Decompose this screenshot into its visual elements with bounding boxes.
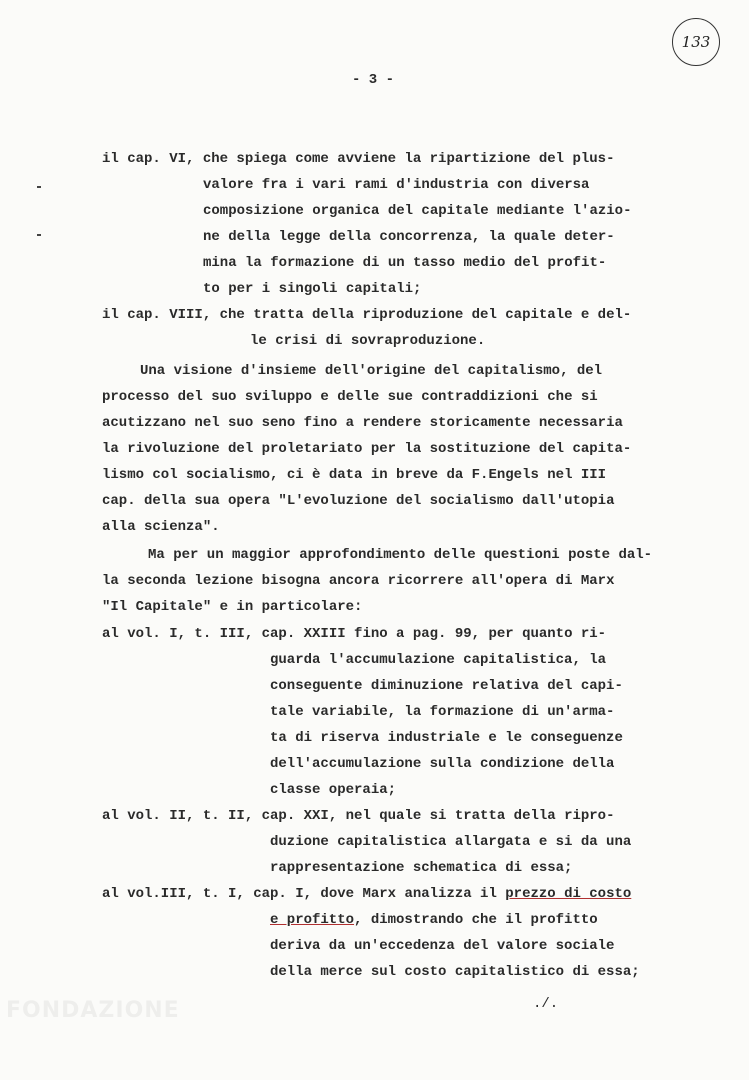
underlined-text: e profitto <box>270 912 355 928</box>
text-line: guarda l'accumulazione capitalistica, la <box>270 652 607 668</box>
text-line: dell'accumulazione sulla condizione della <box>270 756 615 772</box>
text-line: classe operaia; <box>270 782 397 798</box>
text-line: della merce sul costo capitalistico di essa; <box>270 964 640 980</box>
underlined-text: prezzo di costo <box>505 886 632 902</box>
watermark-text: FONDAZIONE <box>6 998 180 1023</box>
text-line: processo del suo sviluppo e delle sue contraddizioni che si <box>102 389 598 405</box>
text-line: al vol. II, t. II, cap. XXI, nel quale si tratta della ripro- <box>102 808 615 824</box>
text-line <box>270 911 598 929</box>
text-line: tale variabile, la formazione di un'arma- <box>270 704 615 720</box>
text-line: cap. della sua opera "L'evoluzione del socialismo dall'utopia <box>102 493 615 509</box>
text-line: composizione organica del capitale mediante l'azio- <box>203 203 632 219</box>
text-line: valore fra i vari rami d'industria con diversa <box>203 177 590 193</box>
archive-stamp-number: 133 <box>681 33 711 51</box>
margin-mark <box>37 186 41 188</box>
text-line: ta di riserva industriale e le conseguenze <box>270 730 623 746</box>
text-segment: , dimostrando che il profitto <box>354 912 598 928</box>
text-line: le crisi di sovraproduzione. <box>250 333 486 349</box>
text-line: il cap. VI, che spiega come avviene la ripartizione del plus- <box>102 151 615 167</box>
text-line: al vol. I, t. III, cap. XXIII fino a pag. 99, per quanto ri- <box>102 626 607 642</box>
text-line: to per i singoli capitali; <box>203 281 422 297</box>
text-line: la rivoluzione del proletariato per la sostituzione del capita- <box>102 441 632 457</box>
text-line: deriva da un'eccedenza del valore sociale <box>270 938 615 954</box>
text-line: "Il Capitale" e in particolare: <box>102 599 363 615</box>
text-line: la seconda lezione bisogna ancora ricorrere all'opera di Marx <box>102 573 615 589</box>
archive-watermark <box>0 994 220 1080</box>
text-line: conseguente diminuzione relativa del capi- <box>270 678 623 694</box>
text-line <box>102 885 631 903</box>
page-number: - 3 - <box>352 72 395 88</box>
text-line: acutizzano nel suo seno fino a rendere storicamente necessaria <box>102 415 623 431</box>
text-line: il cap. VIII, che tratta della riproduzione del capitale e del- <box>102 307 632 323</box>
text-line: lismo col socialismo, ci è data in breve da F.Engels nel III <box>102 467 607 483</box>
text-line: duzione capitalistica allargata e si da una <box>270 834 632 850</box>
margin-mark <box>37 234 41 236</box>
continuation-mark: ./. <box>533 996 559 1012</box>
archive-stamp <box>672 18 720 66</box>
text-line: Una visione d'insieme dell'origine del capitalismo, del <box>140 363 603 379</box>
text-line: Ma per un maggior approfondimento delle questioni poste dal- <box>148 547 653 563</box>
text-line: rappresentazione schematica di essa; <box>270 860 573 876</box>
text-line: alla scienza". <box>102 519 220 535</box>
text-line: mina la formazione di un tasso medio del profit- <box>203 255 607 271</box>
text-line: ne della legge della concorrenza, la quale deter- <box>203 229 615 245</box>
text-segment: al vol.III, t. I, cap. I, dove Marx analizza il <box>102 886 506 902</box>
